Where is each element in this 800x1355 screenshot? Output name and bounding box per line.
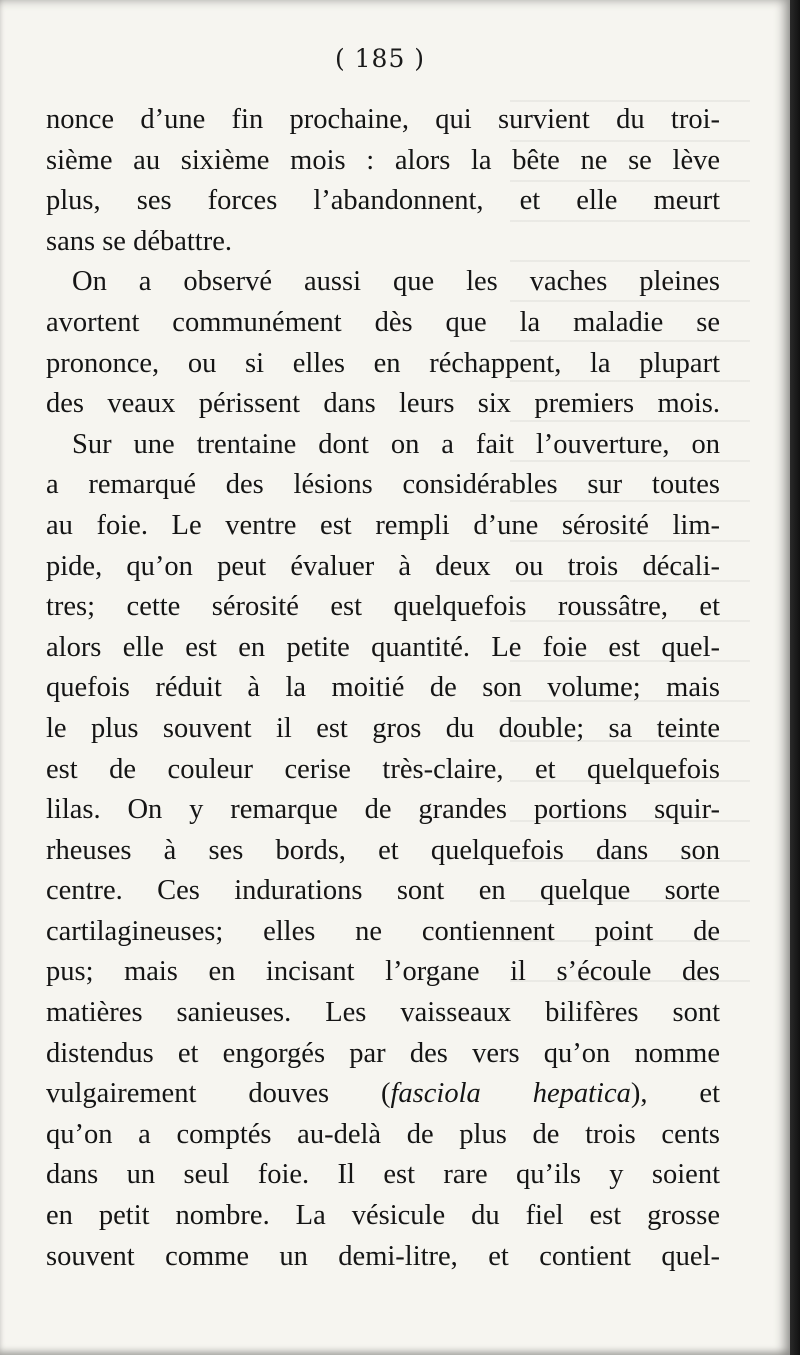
text-line: nonce d’une fin prochaine, qui survient du troi- [46, 104, 720, 135]
text-line: sans se débattre. [46, 225, 232, 257]
latin-species-name: fasciola hepatica [390, 1078, 631, 1110]
text-line: On a observé aussi que les vaches pleines [72, 266, 720, 298]
text-line: plus, ses forces l’abandonnent, et elle meurt [46, 185, 720, 217]
text-segment: ), et [630, 1078, 720, 1110]
text-line: rheuses à ses bords, et quelquefois dans son [46, 834, 720, 866]
text-line: qu’on a comptés au-delà de plus de trois cents [46, 1118, 720, 1150]
text-line: pus; mais en incisant l’organe il s’écoule des [46, 956, 720, 988]
text-line: prononce, ou si elles en réchappent, la plupart [46, 347, 720, 379]
text-line: au foie. Le ventre est rempli d’une sérosité lim- [46, 509, 720, 541]
page-edge-shadow [790, 0, 800, 1355]
text-line: quefois réduit à la moitié de son volume; mais [46, 672, 720, 704]
text-line: en petit nombre. La vésicule du fiel est grosse [46, 1200, 720, 1232]
text-line: cartilagineuses; elles ne contiennent point de [46, 915, 720, 947]
text-line: centre. Ces indurations sont en quelque sorte [46, 875, 720, 907]
text-line: alors elle est en petite quantité. Le foie est quel- [46, 631, 720, 663]
text-line: a remarqué des lésions considérables sur toutes [46, 469, 720, 501]
text-line: distendus et engorgés par des vers qu’on nomme [46, 1037, 720, 1069]
text-line: pide, qu’on peut évaluer à deux ou trois décali- [46, 550, 720, 582]
body-text [46, 100, 720, 1277]
text-line: est de couleur cerise très-claire, et quelquefois [46, 753, 720, 785]
text-line: dans un seul foie. Il est rare qu’ils y soient [46, 1159, 720, 1191]
text-line: Sur une trentaine dont on a fait l’ouverture, on [72, 428, 720, 460]
text-line: avortent communément dès que la maladie se [46, 306, 720, 338]
page-number: ( 185 ) [334, 44, 426, 73]
text-line: lilas. On y remarque de grandes portions squir- [46, 794, 720, 826]
text-line: le plus souvent il est gros du double; sa teinte [46, 712, 720, 744]
text-line: sième au sixième mois : alors la bête ne se lève [46, 144, 720, 176]
text-line: matières sanieuses. Les vaisseaux bilifères sont [46, 997, 720, 1029]
text-line: souvent comme un demi-litre, et contient quel- [46, 1240, 720, 1272]
text-segment: vulgairement douves ( [46, 1078, 391, 1110]
text-line: des veaux périssent dans leurs six premiers mois. [46, 388, 720, 420]
text-line-with-italic [46, 1074, 720, 1115]
text-line: tres; cette sérosité est quelquefois roussâtre, et [46, 591, 720, 623]
